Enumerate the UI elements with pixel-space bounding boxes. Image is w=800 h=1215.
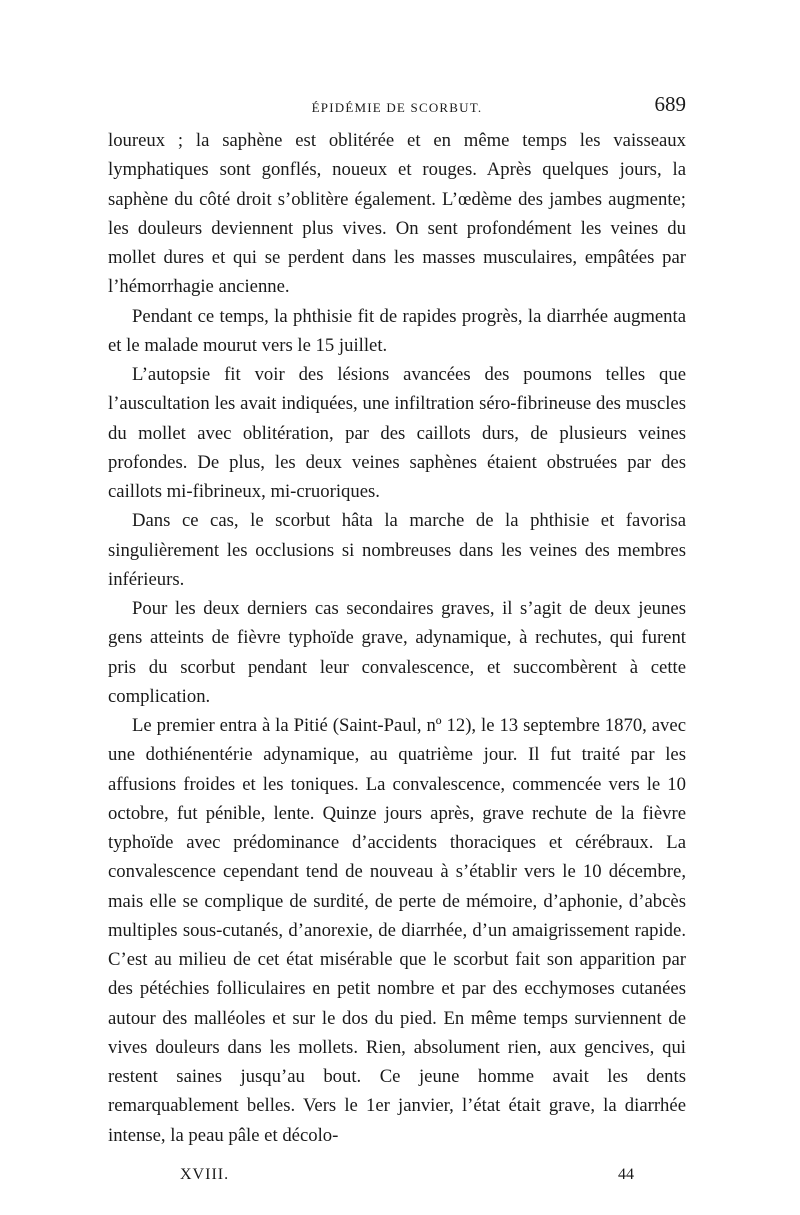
running-head: ÉPIDÉMIE DE SCORBUT. — [311, 100, 483, 115]
paragraph: Pour les deux derniers cas secondaires graves, il s’agit de deux jeunes gens atteints de fièvre typhoïde grave, adynamique, à rechutes, qui furent pris du scorbut pendant leur convalescence, et succombèrent à cette complication. — [108, 598, 686, 707]
paragraph: Pendant ce temps, la phthisie fit de rapides progrès, la diarrhée augmenta et le malade mourut vers le 15 juillet. — [108, 305, 686, 356]
body-text — [108, 126, 686, 1150]
page-header — [108, 92, 686, 122]
signature-number: 44 — [618, 1166, 634, 1183]
paragraph: Dans ce cas, le scorbut hâta la marche de la phthisie et favorisa singulièrement les occlusions si nombreuses dans les veines des membres inférieurs. — [108, 510, 686, 590]
page-number: 689 — [654, 92, 686, 116]
signature-mark: XVIII. — [180, 1166, 230, 1183]
paragraph: Le premier entra à la Pitié (Saint-Paul, nº 12), le 13 septembre 1870, avec une dothiénentérie adynamique, au quatrième jour. Il fut traité par les affusions froides et les toniques. La convalescence, commencée vers le 10 octobre, fut pénible, lente. Quinze jours après, grave rechute de la fièvre typhoïde avec prédominance d’accidents thoraciques et cérébraux. La convalescence cependant tend de nouveau à s’établir vers le 10 décembre, mais elle se complique de surdité, de perte de mémoire, d’aphonie, d’abcès multiples sous-cutanés, d’anorexie, de diarrhée, d’un amaigrissement rapide. C’est au milieu de cet état misérable que le scorbut fait son apparition par des pétéchies folliculaires en petit nombre et par des ecchymoses cutanées autour des malléoles et sur le dos du pied. En même temps surviennent de vives douleurs dans les mollets. Rien, absolument rien, aux gencives, qui restent saines jusqu’au bout. Ce jeune homme avait les dents remarquablement belles. Vers le 1er janvier, l’état était grave, la diarrhée intense, la peau pâle et décolo- — [108, 715, 686, 1146]
paragraph-continuation: loureux ; la saphène est oblitérée et en même temps les vaisseaux lymphatiques sont gonflés, noueux et rouges. Après quelques jours, la saphène du côté droit s’oblitère également. L’œdème des jambes augmente; les douleurs deviennent plus vives. On sent profondément les veines du mollet dures et qui se perdent dans les masses musculaires, empâtées par l’hémorrhagie ancienne. — [108, 130, 686, 298]
paragraph: L’autopsie fit voir des lésions avancées des poumons telles que l’auscultation les avait indiquées, une infiltration séro-fibrineuse des muscles du mollet avec oblitération, par des caillots durs, de plusieurs veines profondes. De plus, les deux veines saphènes étaient obstruées par des caillots mi-fibrineux, mi-cruoriques. — [108, 364, 686, 502]
page-footer — [108, 1166, 686, 1192]
